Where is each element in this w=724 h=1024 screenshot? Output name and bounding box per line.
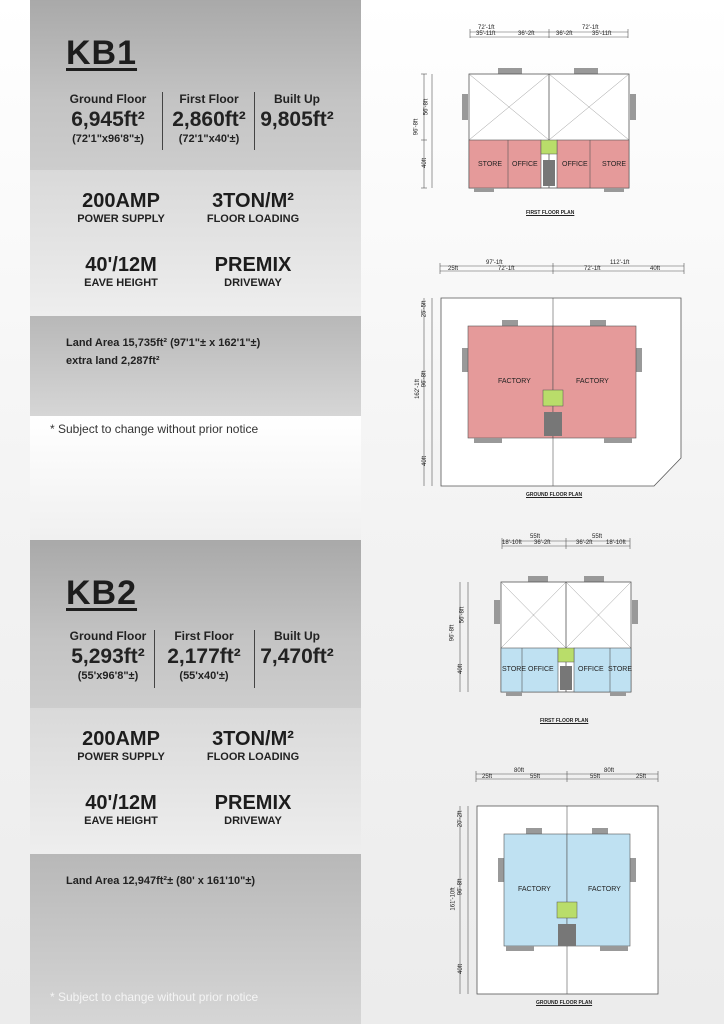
kb2-gf-caption: GROUND FLOOR PLAN — [536, 1000, 593, 1006]
kb1-ground-floor-stat — [54, 92, 162, 145]
kb2-ff-dim-sub-4: 18'-10ft — [606, 540, 626, 546]
kb2-gf-dim-top2: 80ft — [604, 768, 615, 774]
kb1-ff-room-office-left: OFFICE — [512, 161, 538, 168]
kb1-ff-room-office-right: OFFICE — [562, 161, 588, 168]
kb2-eave-label: EAVE HEIGHT — [84, 815, 158, 827]
kb1-ff-dim-side2: 96'-8ft — [413, 118, 420, 136]
kb2-ff-room-office-left: OFFICE — [528, 666, 554, 673]
kb2-gf-dim-sub-4: 25ft — [636, 774, 647, 780]
kb1-eave-value: 40'/12M — [85, 254, 157, 276]
kb1-land-panel — [30, 316, 361, 416]
kb2-header-panel — [30, 540, 361, 708]
kb1-gf-dim-top1: 97'-1ft — [486, 260, 503, 266]
kb2-drive-value: PREMIX — [214, 792, 292, 814]
kb1-eave-spec — [46, 254, 196, 289]
kb2-ff-room-store-right: STORE — [608, 666, 632, 673]
kb1-ground-floor-label: Ground Floor — [69, 92, 147, 106]
kb2-eave-spec — [46, 792, 196, 827]
kb2-load-spec — [178, 728, 328, 763]
kb1-ff-room-store-right: STORE — [602, 161, 626, 168]
kb1-ff-dim-side3: 40ft — [422, 157, 429, 169]
divider — [154, 630, 155, 688]
kb1-gf-room-factory-left: FACTORY — [498, 378, 531, 385]
kb2-ground-floor-value: 5,293ft² — [71, 645, 145, 668]
kb2-gf-dim-sub-3: 55ft — [590, 774, 601, 780]
kb1-first-floor-label: First Floor — [179, 92, 239, 106]
kb1-gf-dim-sub-2: 72'-1ft — [498, 266, 515, 272]
kb1-ff-dim-sub-3: 36'-2ft — [556, 31, 573, 37]
kb2-built-up-label: Built Up — [274, 629, 320, 643]
kb1-ff-room-store-left: STORE — [478, 161, 502, 168]
kb1-drive-value: PREMIX — [214, 254, 292, 276]
divider — [254, 92, 255, 150]
kb1-header-panel — [30, 0, 361, 170]
kb2-gf-dim-sub-1: 25ft — [482, 774, 493, 780]
kb2-ff-room-office-right: OFFICE — [578, 666, 604, 673]
kb1-first-floor-dim: (72'1"x40'±) — [178, 133, 240, 145]
kb1-load-label: FLOOR LOADING — [206, 213, 300, 225]
kb1-load-spec — [178, 190, 328, 225]
kb1-ground-floor-dim: (72'1"x96'8"±) — [72, 133, 144, 145]
kb1-eave-label: EAVE HEIGHT — [84, 277, 158, 289]
kb1-gf-dim-side4: 40ft — [422, 455, 429, 467]
kb1-power-value: 200AMP — [82, 190, 160, 212]
kb2-ff-dim-sub-1: 18'-10ft — [502, 540, 522, 546]
kb2-land-panel — [30, 854, 361, 1024]
kb2-built-up-stat — [256, 629, 338, 669]
kb2-ff-dim-sub-2: 36'-2ft — [534, 540, 551, 546]
kb1-drive-spec — [178, 254, 328, 289]
kb1-power-label: POWER SUPPLY — [77, 213, 165, 225]
kb1-load-value: 3TON/M² — [212, 190, 294, 212]
kb1-ground-floor-plan — [414, 258, 694, 503]
kb2-power-value: 200AMP — [82, 728, 160, 750]
kb1-built-up-value: 9,805ft² — [260, 108, 334, 131]
kb1-gf-dim-sub-1: 25ft — [448, 266, 459, 272]
kb1-ff-caption: FIRST FLOOR PLAN — [526, 210, 575, 216]
kb2-first-floor-dim: (55'x40'±) — [179, 670, 229, 682]
kb2-gf-room-factory-left: FACTORY — [518, 886, 551, 893]
kb2-ff-dim-side1: 56'-8ft — [459, 606, 466, 624]
kb1-gf-caption: GROUND FLOOR PLAN — [526, 492, 583, 498]
kb2-first-floor-label: First Floor — [174, 629, 234, 643]
kb2-land-area: Land Area 12,947ft²± (80' x 161'10"±) — [66, 875, 256, 887]
kb1-ground-floor-drawing — [414, 258, 694, 503]
kb1-land-line1: Land Area 15,735ft² (97'1"± x 162'1"±) — [66, 337, 261, 349]
kb1-gf-dim-side1: 25'-5ft — [421, 300, 428, 318]
kb1-first-floor-plan — [414, 22, 654, 222]
kb2-ground-floor-plan — [450, 766, 680, 1014]
kb1-ff-dim-top2: 72'-1ft — [582, 25, 599, 31]
kb2-gf-dim-sub-2: 55ft — [530, 774, 541, 780]
kb2-gf-dim-side2: 161'-10ft — [450, 887, 457, 911]
kb2-gf-room-factory-right: FACTORY — [588, 886, 621, 893]
kb2-ff-dim-sub-3: 36'-2ft — [576, 540, 593, 546]
kb1-gf-dim-top2: 112'-1ft — [610, 260, 630, 266]
kb2-first-floor-value: 2,177ft² — [167, 645, 241, 668]
kb2-ff-caption: FIRST FLOOR PLAN — [540, 718, 589, 724]
kb2-specs-panel — [30, 708, 361, 854]
kb1-ff-dim-sub-2: 36'-2ft — [518, 31, 535, 37]
kb2-ground-floor-dim: (55'x96'8"±) — [77, 670, 139, 682]
kb1-gf-room-factory-right: FACTORY — [576, 378, 609, 385]
kb1-land-area — [66, 334, 260, 370]
kb1-first-floor-value: 2,860ft² — [172, 108, 246, 131]
kb1-built-up-stat — [256, 92, 338, 132]
kb1-first-floor-drawing — [414, 22, 654, 222]
kb2-first-floor-plan — [450, 532, 650, 732]
kb2-ground-floor-label: Ground Floor — [69, 629, 147, 643]
kb1-ff-dim-sub-1: 35'-11ft — [476, 31, 496, 37]
kb1-ff-dim-side1: 56'-8ft — [423, 98, 430, 116]
kb1-ff-dim-sub-4: 35'-11ft — [592, 31, 612, 37]
kb2-gf-dim-side1: 20'-2ft — [457, 810, 464, 828]
kb1-built-up-label: Built Up — [274, 92, 320, 106]
kb1-specs-panel — [30, 170, 361, 316]
kb1-gf-dim-side2: 162'-1ft — [414, 379, 421, 399]
kb2-first-floor-drawing — [450, 532, 650, 732]
kb2-first-floor-stat — [158, 629, 250, 682]
divider — [254, 630, 255, 688]
kb2-ground-floor-stat — [54, 629, 162, 682]
kb2-built-up-value: 7,470ft² — [260, 645, 334, 668]
kb1-ground-floor-value: 6,945ft² — [71, 108, 145, 131]
kb2-gf-dim-side3: 96'-8ft — [457, 878, 464, 896]
kb1-drive-label: DRIVEWAY — [224, 277, 282, 289]
kb1-title: KB1 — [66, 34, 138, 72]
kb2-power-label: POWER SUPPLY — [77, 751, 165, 763]
kb1-disclaimer: * Subject to change without prior notice — [50, 422, 259, 436]
kb2-ff-room-store-left: STORE — [502, 666, 526, 673]
kb2-ff-dim-side2: 96'-8ft — [449, 624, 456, 642]
info-column — [30, 0, 361, 1024]
kb2-ff-dim-side3: 40ft — [458, 663, 465, 675]
kb2-load-label: FLOOR LOADING — [206, 751, 300, 763]
kb1-gf-dim-sub-3: 72'-1ft — [584, 266, 601, 272]
kb1-note-panel — [30, 416, 361, 540]
kb2-drive-label: DRIVEWAY — [224, 815, 282, 827]
kb2-disclaimer: * Subject to change without prior notice — [50, 990, 259, 1004]
kb2-eave-value: 40'/12M — [85, 792, 157, 814]
kb1-gf-dim-side3: 96'-8ft — [421, 370, 428, 388]
kb1-power-spec — [46, 190, 196, 225]
kb1-first-floor-stat — [164, 92, 254, 145]
kb1-ff-dim-top1: 72'-1ft — [478, 25, 495, 31]
kb2-load-value: 3TON/M² — [212, 728, 294, 750]
divider — [162, 92, 163, 150]
kb2-gf-dim-top1: 80ft — [514, 768, 525, 774]
kb2-power-spec — [46, 728, 196, 763]
kb2-drive-spec — [178, 792, 328, 827]
kb2-ff-dim-top1: 55ft — [530, 534, 541, 540]
kb2-gf-dim-side4: 40ft — [458, 963, 465, 975]
kb2-ground-floor-drawing — [450, 766, 680, 1014]
kb2-title: KB2 — [66, 574, 138, 612]
kb1-land-line2: extra land 2,287ft² — [66, 355, 160, 367]
kb2-ff-dim-top2: 55ft — [592, 534, 603, 540]
kb1-gf-dim-sub-4: 40ft — [650, 266, 661, 272]
